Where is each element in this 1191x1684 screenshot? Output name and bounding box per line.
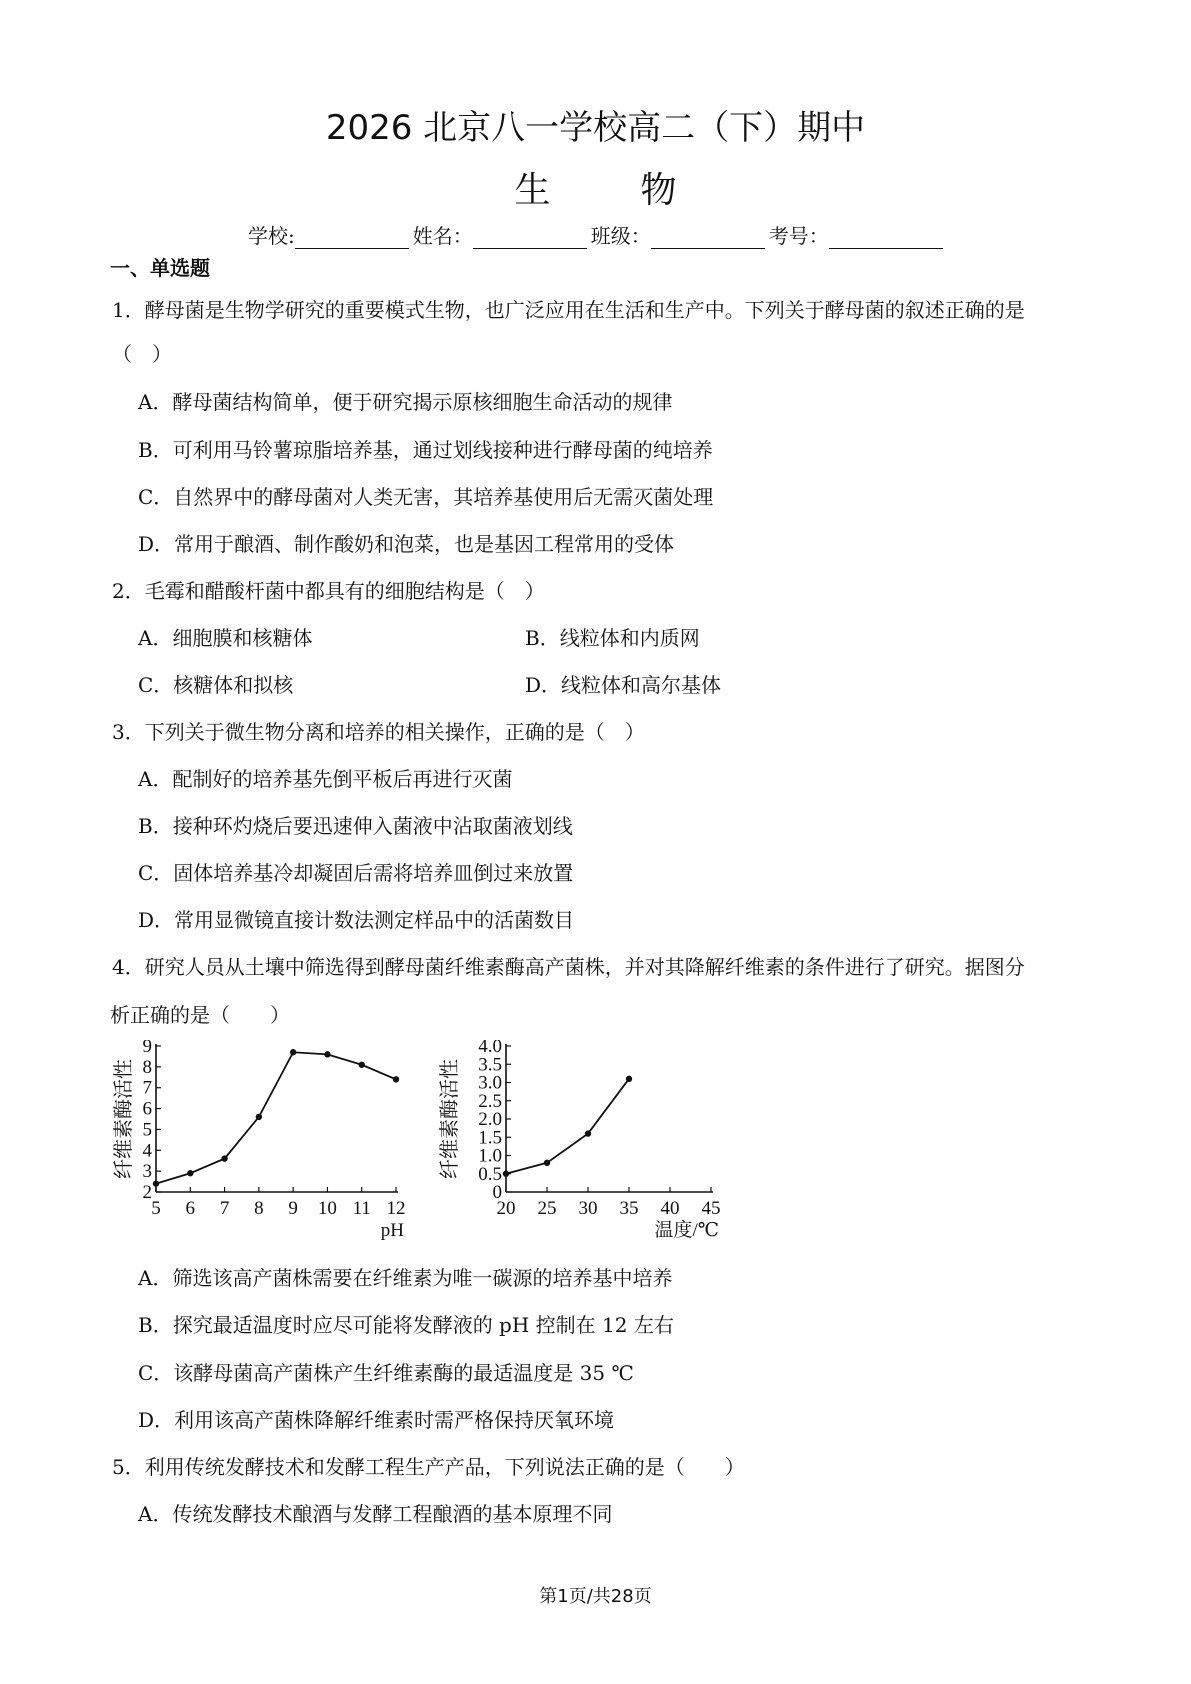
question-2-option-b: B．线粒体和内质网 [525,626,700,650]
y-tick-label: 5 [142,1119,152,1141]
y-tick-label: 7 [142,1077,152,1099]
page-footer: 第1页/共28页 [539,1586,652,1607]
y-tick-label: 6 [142,1098,152,1120]
document-title: 2026 北京八一学校高二（下）期中 [325,108,866,148]
question-5-option-a: A．传统发酵技术酿酒与发酵工程酿酒的基本原理不同 [138,1502,613,1526]
y-tick-label: 2.0 [478,1109,502,1130]
data-point [626,1076,632,1082]
x-tick-label: 5 [151,1198,161,1219]
question-1-stem-line-1: 1．酵母菌是生物学研究的重要模式生物，也广泛应用在生活和生产中。下列关于酵母菌的叙述正确的是 [112,298,1025,322]
y-tick-label: 0.5 [478,1163,502,1185]
x-tick-label: 10 [317,1198,337,1219]
exam-no-blank [829,228,943,249]
question-4-option-c: C．该酵母菌高产菌株产生纤维素酶的最适温度是 35 ℃ [138,1361,634,1385]
data-point [256,1114,262,1120]
class-label: 班级： [590,224,651,248]
y-tick-label: 4 [142,1140,152,1162]
x-tick-label: 9 [288,1198,298,1219]
temperature-activity-chart [438,1040,721,1241]
question-2-option-c: C．核糖体和拟核 [138,673,294,697]
y-axis-label: 纤维素酶活性 [113,1059,135,1179]
question-2-stem: 2．毛霉和醋酸杆菌中都具有的细胞结构是（ ） [112,579,545,603]
exam-no-label: 考号： [768,224,829,248]
data-point [290,1049,296,1055]
name-label: 姓名： [412,224,473,248]
x-tick-label: 7 [219,1198,230,1219]
y-tick-label: 2 [142,1182,152,1203]
question-3-option-d: D．常用显微镜直接计数法测定样品中的活菌数目 [138,908,575,932]
question-4-stem-line-2: 析正确的是（ ） [110,1003,290,1027]
x-tick-label: 25 [537,1198,557,1219]
question-4-option-d: D．利用该高产菌株降解纤维素时需严格保持厌氧环境 [138,1408,615,1432]
question-4-figures [100,1040,740,1250]
x-tick-label: 8 [254,1198,264,1219]
y-tick-label: 2.5 [478,1090,502,1112]
data-point [359,1062,365,1068]
question-2-option-d: D．线粒体和高尔基体 [525,673,722,697]
x-tick-label: 11 [352,1198,371,1219]
y-tick-label: 0 [492,1182,502,1203]
x-tick-label: 6 [185,1198,196,1219]
question-4-stem-line-1: 4．研究人员从土壤中筛选得到酵母菌纤维素酶高产菌株，并对其降解纤维素的条件进行了研究。据图分 [112,955,1025,979]
data-point [585,1130,591,1136]
name-blank [473,228,587,249]
x-axis-label: pH [380,1220,404,1241]
data-point [187,1170,193,1176]
question-1-option-a: A．酵母菌结构简单，便于研究揭示原核细胞生命活动的规律 [138,390,673,414]
question-3-option-c: C．固体培养基冷却凝固后需将培养皿倒过来放置 [138,861,574,885]
ph-activity-chart [112,1040,406,1241]
question-1-stem-line-2: （ ） [112,342,172,366]
question-4-option-a: A．筛选该高产菌株需要在纤维素为唯一碳源的培养基中培养 [138,1266,673,1290]
x-tick-label: 20 [496,1198,516,1219]
x-axis-label: 温度/℃ [654,1220,719,1241]
section-title: 一、单选题 [110,256,210,280]
x-tick-label: 35 [619,1198,639,1219]
x-tick-label: 45 [701,1198,721,1219]
class-blank [651,228,765,249]
y-tick-label: 9 [142,1040,152,1057]
question-1-option-c: C．自然界中的酵母菌对人类无害，其培养基使用后无需灭菌处理 [138,485,714,509]
question-3-option-a: A．配制好的培养基先倒平板后再进行灭菌 [138,767,513,791]
question-5-stem: 5．利用传统发酵技术和发酵工程生产产品，下列说法正确的是（ ） [112,1455,745,1479]
school-blank [295,228,409,249]
question-2-option-a: A．细胞膜和核糖体 [138,626,313,650]
y-tick-label: 1.0 [478,1145,502,1167]
y-tick-label: 1.5 [478,1127,502,1149]
data-point [221,1155,227,1161]
y-tick-label: 3.0 [478,1072,502,1094]
subject-title: 生物 [514,170,767,211]
x-tick-label: 12 [386,1198,406,1219]
x-tick-label: 40 [660,1198,680,1219]
question-3-option-b: B．接种环灼烧后要迅速伸入菌液中沾取菌液划线 [138,814,573,838]
data-point [503,1171,509,1177]
data-point [324,1051,330,1057]
series-line [156,1052,396,1183]
y-tick-label: 8 [142,1056,152,1078]
data-point [393,1076,399,1082]
question-3-stem: 3．下列关于微生物分离和培养的相关操作，正确的是（ ） [112,720,645,744]
y-tick-label: 3.5 [478,1054,502,1076]
question-1-option-b: B．可利用马铃薯琼脂培养基，通过划线接种进行酵母菌的纯培养 [138,438,713,462]
series-line [506,1079,629,1174]
y-tick-label: 4.0 [478,1040,502,1057]
school-label: 学校: [248,224,295,248]
data-point [544,1160,550,1166]
question-1-option-d: D．常用于酿酒、制作酸奶和泡菜，也是基因工程常用的受体 [138,532,675,556]
y-axis-label: 纤维素酶活性 [439,1059,461,1179]
question-4-option-b: B．探究最适温度时应尽可能将发酵液的 pH 控制在 12 左右 [138,1313,674,1337]
y-tick-label: 3 [142,1161,152,1183]
data-point [153,1180,159,1186]
x-tick-label: 30 [578,1198,598,1219]
student-info-line [248,220,947,249]
